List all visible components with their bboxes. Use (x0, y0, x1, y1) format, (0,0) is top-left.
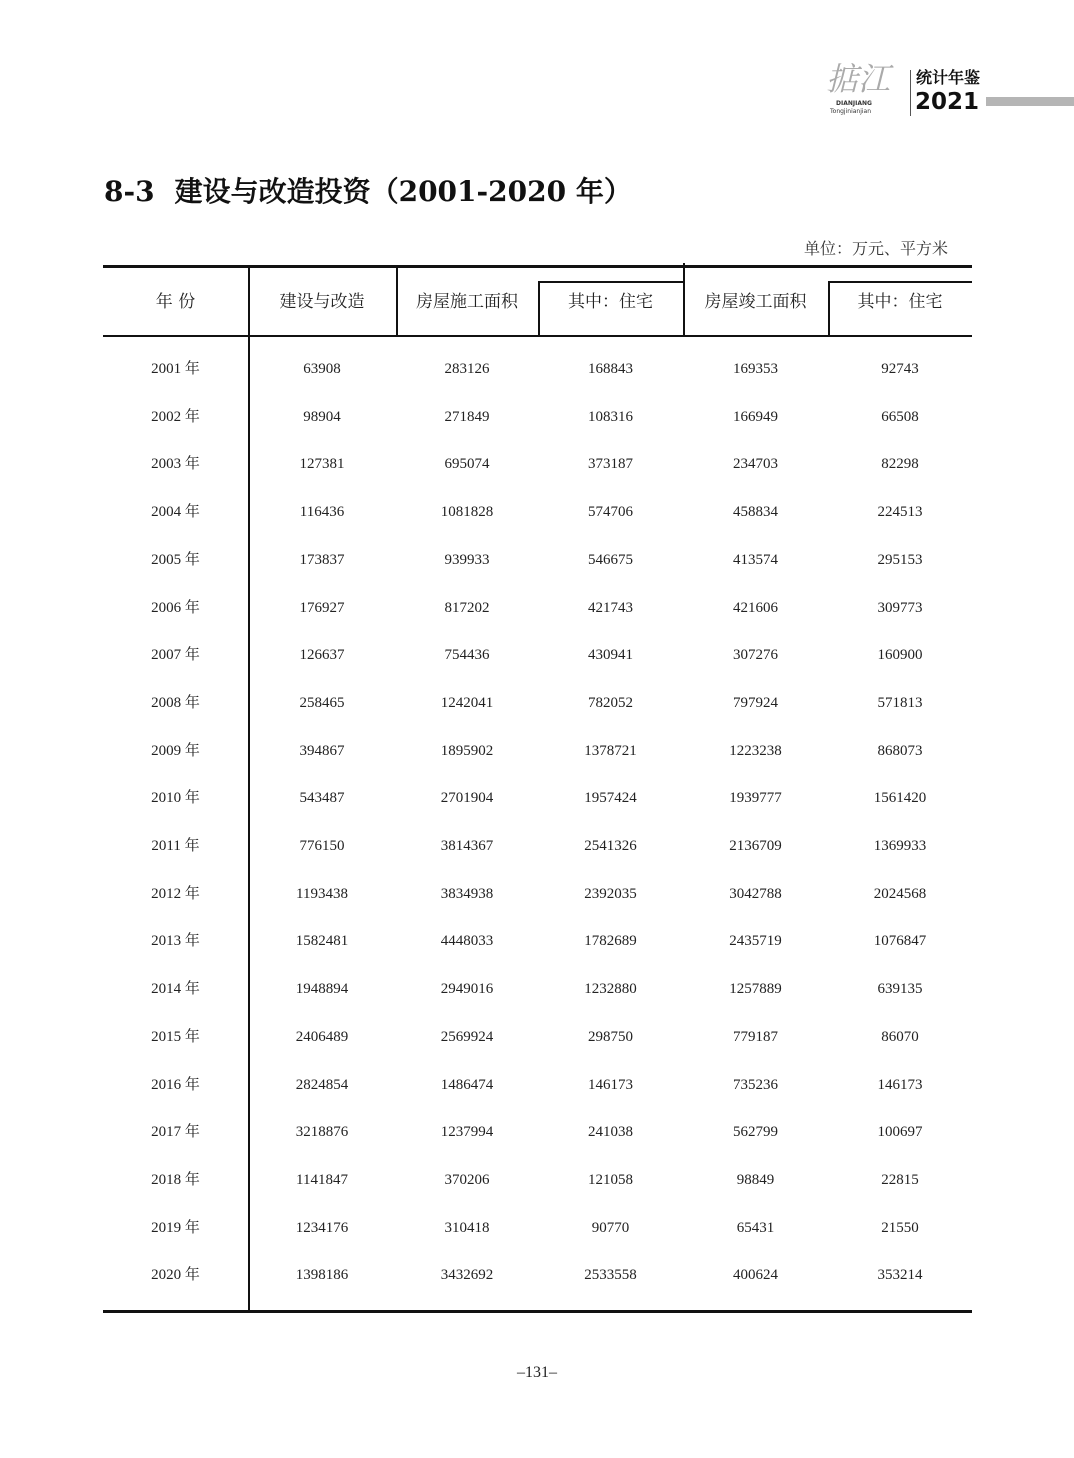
logo-pinyin-sub: Tongjinianjian (830, 108, 872, 115)
column-header: 其中：住宅 (568, 292, 653, 312)
value-cell: 1234176 (295, 1219, 349, 1236)
value-cell: 2701904 (440, 790, 494, 807)
value-cell: 1141847 (296, 1171, 348, 1188)
value-cell: 458834 (733, 504, 778, 521)
value-cell: 310418 (444, 1219, 490, 1236)
page-number: –131– (517, 1364, 557, 1381)
value-cell: 146173 (588, 1076, 633, 1093)
value-cell: 127381 (299, 456, 345, 473)
value-cell: 146173 (877, 1076, 923, 1093)
year-cell: 2004 年 (151, 504, 200, 521)
value-cell: 173837 (299, 551, 345, 568)
value-cell: 2569924 (440, 1028, 494, 1045)
year-cell: 2020 年 (151, 1267, 200, 1284)
value-cell: 3814367 (440, 838, 494, 854)
value-cell: 108316 (588, 408, 633, 425)
year-cell: 2018 年 (151, 1171, 200, 1188)
value-cell: 258465 (299, 694, 345, 711)
value-cell: 817202 (444, 599, 490, 616)
year-cell: 2005 年 (151, 551, 200, 568)
value-cell: 639135 (877, 981, 923, 998)
value-cell: 695074 (444, 456, 490, 473)
value-cell: 1081828 (440, 504, 494, 521)
value-cell: 939933 (444, 551, 490, 568)
column-header: 其中：住宅 (857, 292, 943, 312)
value-cell: 234703 (733, 456, 778, 473)
value-cell: 430941 (588, 647, 633, 664)
value-cell: 782052 (588, 694, 633, 711)
value-cell: 3042788 (729, 885, 782, 902)
year-cell: 2019 年 (151, 1219, 200, 1236)
value-cell: 1486474 (440, 1076, 494, 1093)
year-cell: 2015 年 (151, 1028, 200, 1045)
value-cell: 2824854 (295, 1076, 349, 1093)
value-cell: 779187 (733, 1028, 778, 1045)
value-cell: 2541326 (584, 838, 637, 854)
value-cell: 2136709 (729, 838, 782, 854)
value-cell: 283126 (444, 361, 490, 377)
unit-note: 单位：万元、平方米 (803, 239, 948, 258)
value-cell: 100697 (877, 1124, 923, 1141)
value-cell: 400624 (733, 1267, 778, 1284)
value-cell: 1378721 (584, 742, 637, 759)
value-cell: 574706 (588, 504, 633, 521)
value-cell: 169353 (733, 361, 778, 377)
logo-pinyin: DIANJIANG (836, 100, 872, 107)
value-cell: 353214 (877, 1267, 923, 1284)
value-cell: 116436 (299, 504, 345, 521)
value-cell: 1582481 (295, 933, 349, 950)
year-cell: 2013 年 (151, 933, 200, 950)
value-cell: 2435719 (729, 933, 782, 950)
year-cell: 2006 年 (151, 599, 200, 616)
value-cell: 2949016 (440, 981, 494, 998)
value-cell: 63908 (303, 361, 341, 377)
value-cell: 82298 (881, 456, 919, 473)
value-cell: 2533558 (584, 1267, 637, 1284)
yearbook-logo (826, 60, 1074, 120)
value-cell: 543487 (299, 790, 345, 807)
year-cell: 2009 年 (151, 742, 200, 759)
table-number: 8-3 (104, 175, 155, 208)
page-title (104, 170, 632, 210)
logo-year: 2021 (915, 89, 980, 115)
year-cell: 2001 年 (151, 361, 200, 377)
value-cell: 309773 (877, 599, 923, 616)
value-cell: 1237994 (440, 1124, 494, 1141)
logo-calligraphy: 掂江 (826, 60, 891, 98)
value-cell: 1782689 (584, 933, 637, 950)
year-cell: 2012 年 (151, 885, 200, 902)
value-cell: 98849 (736, 1171, 775, 1188)
value-cell: 373187 (588, 456, 633, 473)
year-cell: 2017 年 (151, 1124, 200, 1141)
value-cell: 421743 (588, 599, 633, 616)
value-cell: 166949 (733, 408, 778, 425)
value-cell: 3218876 (295, 1124, 349, 1141)
value-cell: 295153 (877, 551, 923, 568)
value-cell: 1193438 (296, 885, 348, 902)
value-cell: 2024568 (873, 885, 927, 902)
value-cell: 1257889 (729, 981, 782, 998)
value-cell: 98904 (303, 408, 341, 425)
value-cell: 1223238 (729, 742, 782, 759)
column-header: 年 份 (155, 292, 196, 312)
value-cell: 1398186 (295, 1267, 349, 1284)
value-cell: 1242041 (440, 694, 494, 711)
value-cell: 571813 (877, 694, 923, 711)
header-bar (986, 97, 1074, 106)
value-cell: 22815 (881, 1171, 919, 1188)
value-cell: 1948894 (295, 981, 349, 998)
value-cell: 86070 (881, 1028, 919, 1045)
value-cell: 241038 (588, 1124, 633, 1141)
column-header: 建设与改造 (279, 292, 365, 312)
year-cell: 2014 年 (151, 981, 200, 998)
value-cell: 65431 (736, 1219, 775, 1236)
value-cell: 176927 (299, 599, 345, 616)
value-cell: 271849 (444, 408, 490, 425)
value-cell: 298750 (588, 1028, 633, 1045)
value-cell: 776150 (299, 838, 345, 854)
value-cell: 1561420 (873, 790, 927, 807)
value-cell: 735236 (733, 1076, 778, 1093)
value-cell: 307276 (733, 647, 778, 664)
value-cell: 90770 (591, 1219, 630, 1236)
column-header: 房屋竣工面积 (704, 292, 807, 312)
value-cell: 1957424 (584, 790, 637, 807)
table-top-rule (103, 265, 972, 268)
year-cell: 2008 年 (151, 694, 200, 711)
value-cell: 868073 (877, 742, 923, 759)
year-cell: 2010 年 (151, 790, 200, 807)
value-cell: 413574 (733, 551, 778, 568)
value-cell: 562799 (733, 1124, 778, 1141)
value-cell: 92743 (881, 361, 919, 377)
value-cell: 2392035 (584, 885, 637, 902)
column-header: 房屋施工面积 (416, 292, 518, 312)
value-cell: 224513 (877, 504, 923, 521)
value-cell: 421606 (733, 599, 778, 616)
value-cell: 797924 (733, 694, 778, 711)
value-cell: 1895902 (440, 742, 494, 759)
year-cell: 2016 年 (151, 1076, 200, 1093)
value-cell: 66508 (881, 408, 919, 425)
logo-divider (910, 70, 911, 116)
table-title: 建设与改造投资（2001-2020 年） (174, 175, 632, 208)
value-cell: 1369933 (873, 838, 927, 854)
table-bottom-rule (103, 1310, 972, 1313)
value-cell: 2406489 (295, 1028, 349, 1045)
value-cell: 1939777 (729, 790, 782, 807)
value-cell: 121058 (588, 1171, 633, 1188)
value-cell: 546675 (588, 551, 633, 568)
value-cell: 1076847 (873, 933, 927, 950)
value-cell: 370206 (444, 1171, 490, 1188)
year-cell: 2011 年 (151, 838, 200, 854)
value-cell: 4448033 (440, 933, 494, 950)
value-cell: 1232880 (584, 981, 637, 998)
logo-book-name: 统计年鉴 (916, 68, 981, 87)
value-cell: 394867 (299, 742, 345, 759)
year-cell: 2007 年 (151, 647, 200, 664)
value-cell: 21550 (881, 1219, 919, 1236)
value-cell: 3432692 (440, 1267, 494, 1284)
value-cell: 160900 (877, 647, 923, 664)
year-cell: 2003 年 (151, 456, 200, 473)
value-cell: 3834938 (440, 885, 494, 902)
value-cell: 754436 (444, 647, 490, 664)
value-cell: 126637 (299, 647, 345, 664)
year-cell: 2002 年 (151, 408, 200, 425)
value-cell: 168843 (588, 361, 633, 377)
